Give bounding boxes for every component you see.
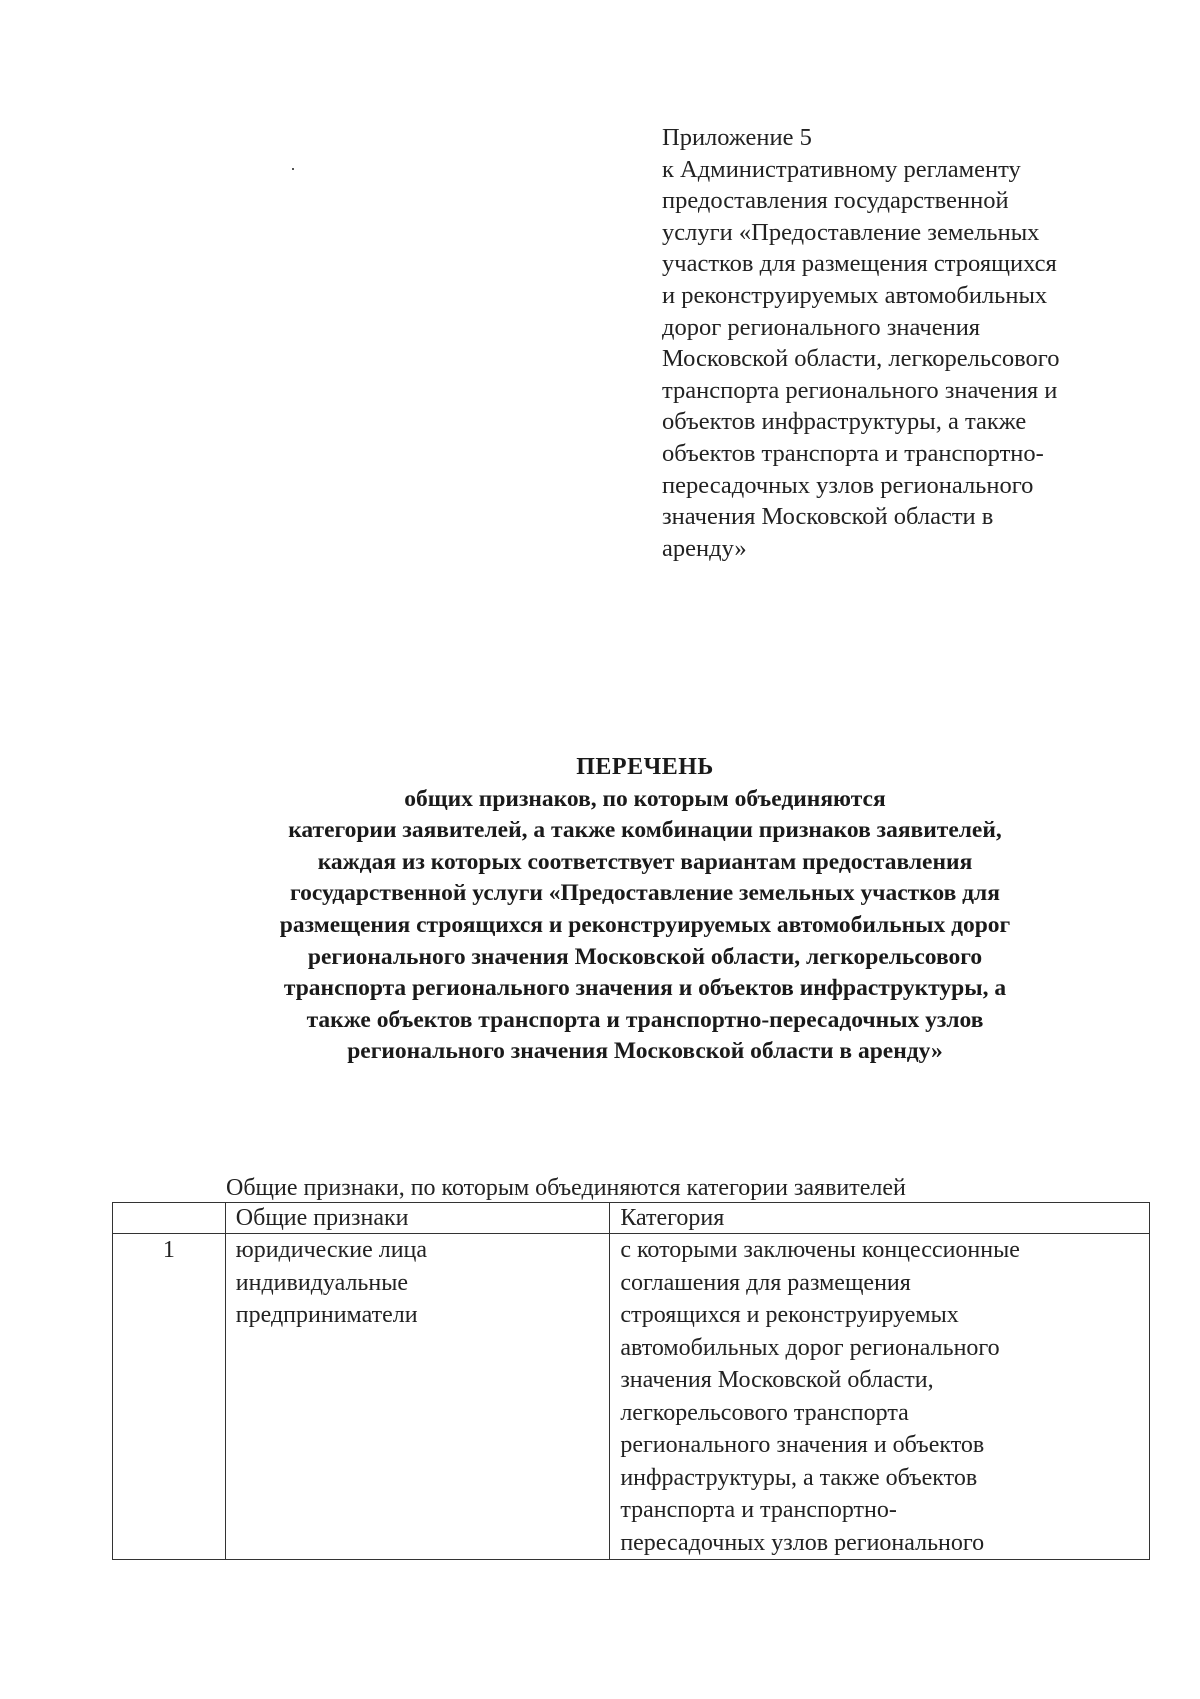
table-header-row (113, 1203, 1150, 1234)
category-line: с которыми заключены концессионные (620, 1237, 1020, 1263)
heading-line: регионального значения Московской области, легкорельсового (307, 943, 983, 970)
heading-line: размещения строящихся и реконструируемых автомобильных дорог (279, 911, 1011, 938)
appendix-line: транспорта регионального значения и (662, 376, 1058, 404)
appendix-line: предоставления государственной (662, 187, 1009, 215)
appendix-line: значения Московской области в (662, 503, 994, 531)
attribute-line: индивидуальные (235, 1269, 408, 1296)
header-number (113, 1203, 226, 1234)
heading-line: государственной услуги «Предоставление земельных участков для (290, 880, 1000, 907)
table-caption: Общие признаки, по которым объединяются категории заявителей (226, 1175, 906, 1201)
appendix-line: аренду» (662, 534, 747, 562)
heading-line: транспорта регионального значения и объектов инфраструктуры, а (283, 975, 1007, 1002)
header-attributes: Общие признаки (225, 1203, 610, 1234)
heading-line: общих признаков, по которым объединяются (404, 785, 886, 812)
appendix-line: объектов инфраструктуры, а также (662, 408, 1027, 436)
appendix-line: участков для размещения строящихся (662, 250, 1057, 278)
category-line: пересадочных узлов регионального (620, 1529, 985, 1556)
category-line: легкорельсового транспорта (620, 1399, 909, 1426)
heading-line: категории заявителей, а также комбинации признаков заявителей, (288, 817, 1002, 844)
attribute-line: юридические лица (235, 1237, 428, 1263)
applicant-attributes-table (112, 1202, 1150, 1560)
heading-line: также объектов транспорта и транспортно-пересадочных узлов (306, 1006, 984, 1033)
category-line: значения Московской области, (620, 1367, 934, 1393)
scan-speck (292, 168, 294, 170)
appendix-line: дорог регионального значения (662, 313, 981, 341)
table-row (113, 1234, 1150, 1560)
appendix-line: к Административному регламенту (662, 155, 1021, 183)
appendix-note (662, 122, 1132, 564)
category-line: регионального значения и объектов (620, 1432, 985, 1458)
heading-line: регионального значения Московской области в аренду» (347, 1038, 943, 1065)
category-line: строящихся и реконструируемых (620, 1302, 959, 1328)
category-line: инфраструктуры, а также объектов (620, 1464, 978, 1491)
header-category: Категория (610, 1203, 1150, 1234)
appendix-line: Московской области, легкорельсового (662, 345, 1060, 373)
category-line: автомобильных дорог регионального (620, 1334, 1000, 1361)
appendix-line: объектов транспорта и транспортно- (662, 439, 1044, 467)
appendix-line: и реконструируемых автомобильных (662, 281, 1048, 309)
row-attributes (225, 1234, 610, 1560)
appendix-line: пересадочных узлов регионального (662, 471, 1034, 499)
appendix-line: услуги «Предоставление земельных (662, 218, 1040, 246)
row-number: 1 (113, 1234, 226, 1560)
category-line: транспорта и транспортно- (620, 1497, 897, 1523)
row-category (610, 1234, 1150, 1560)
heading-title: ПЕРЕЧЕНЬ (576, 754, 714, 780)
appendix-line: Приложение 5 (662, 124, 812, 151)
attribute-line: предприниматели (235, 1302, 418, 1328)
document-heading (130, 752, 1160, 1068)
category-line: соглашения для размещения (620, 1269, 911, 1296)
heading-line: каждая из которых соответствует вариантам предоставления (317, 848, 973, 875)
